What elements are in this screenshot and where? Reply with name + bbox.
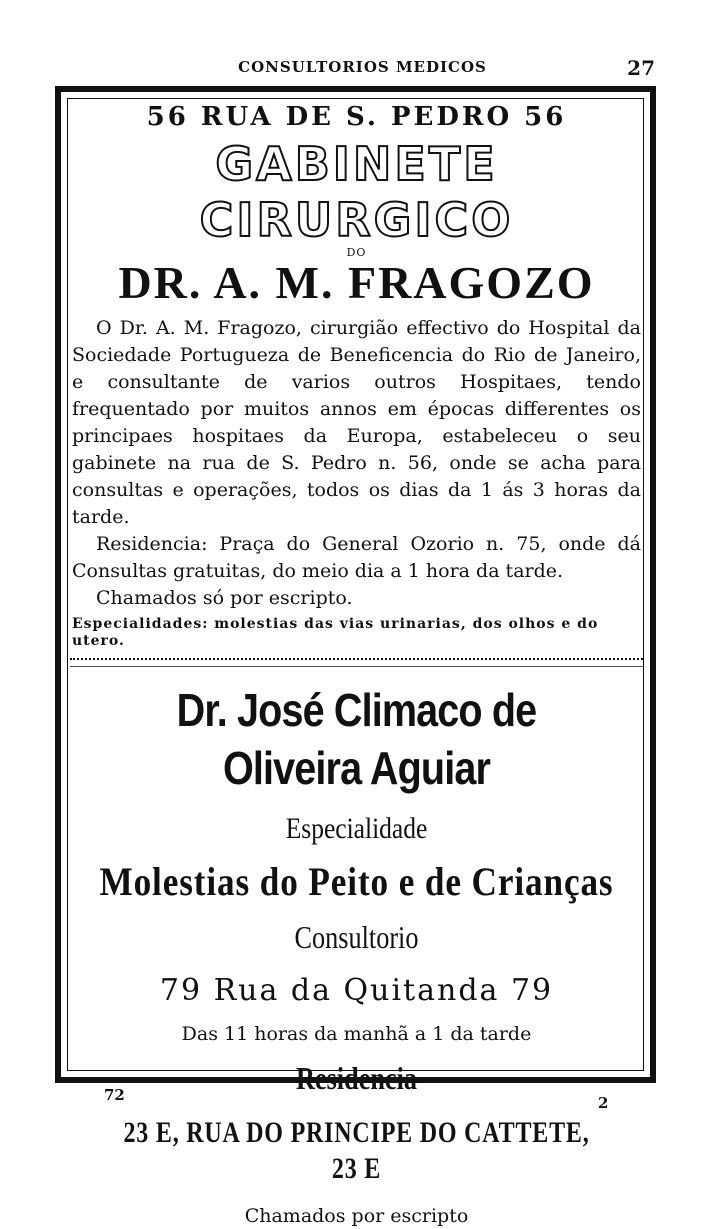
ad1-do-word: DO xyxy=(346,246,367,259)
page-number: 27 xyxy=(627,56,655,80)
ad1-paragraph: Chamados só por escripto. xyxy=(96,587,353,609)
signature-mark-right: 2 xyxy=(598,1094,609,1112)
running-title: CONSULTORIOS MEDICOS xyxy=(238,58,487,76)
ad2-doctor-name: Dr. José Climaco de Oliveira Aguiar xyxy=(176,684,537,794)
ad1-doctor-name: DR. A. M. FRAGOZO xyxy=(118,257,595,308)
ad1-paragraph: Residencia: Praça do General Ozorio n. 75, onde dá Consultas gratuitas, do meio dia a 1 hora da tarde. xyxy=(72,533,641,582)
signature-mark-left: 72 xyxy=(104,1086,125,1104)
ad2-calls: Chamados por escripto xyxy=(244,1205,469,1227)
ad1-title: GABINETE CIRURGICO xyxy=(199,137,514,247)
ad2-specialty-label: Especialidade xyxy=(285,812,428,845)
section-divider xyxy=(70,658,643,667)
ad1-body xyxy=(72,315,641,612)
ad2-residence-address: 23 E, RUA DO PRINCIPE DO CATTETE, 23 E xyxy=(123,1116,590,1185)
ad2-office-address: 79 Rua da Quitanda 79 xyxy=(159,973,554,1008)
ad2-office-label: Consultorio xyxy=(294,919,419,955)
ad2-specialty: Molestias do Peito e de Crianças xyxy=(99,859,614,904)
ad2-residence-label: Residencia xyxy=(295,1060,417,1096)
ad1-specialties: Especialidades: molestias das vias urinarias, dos olhos e do utero. xyxy=(72,616,599,649)
ad2-hours: Das 11 horas da manhã a 1 da tarde xyxy=(181,1023,532,1045)
ad1-paragraph: O Dr. A. M. Fragozo, cirurgião effectivo do Hospital da Sociedade Portugueza de Beneficencia do Rio de Janeiro, e consultante de varios outros Hospitaes, tendo frequentado por muitos annos em épocas differentes os principaes hospitaes da Europa, estabeleceu o seu gabinete na rua de S. Pedro n. 56, onde se acha para consultas e operações, todos os dias da 1 ás 3 horas da tarde. xyxy=(72,317,641,528)
ad1-address: 56 RUA DE S. PEDRO 56 xyxy=(146,102,567,132)
